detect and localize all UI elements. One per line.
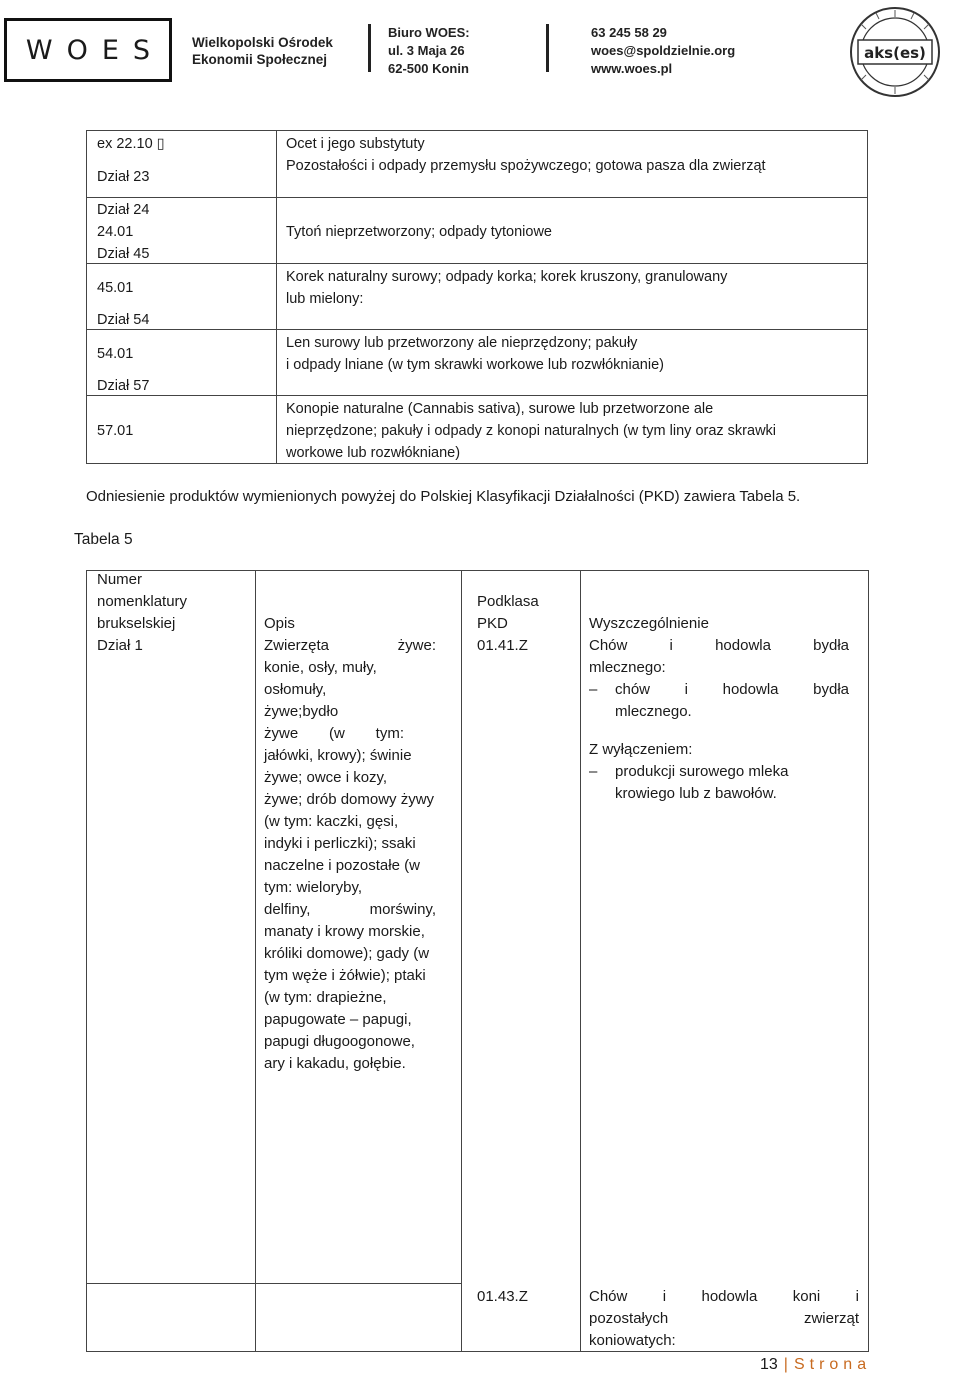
table-cell-description: workowe lub rozwłókniane) — [286, 445, 461, 461]
table-row-divider — [87, 395, 867, 396]
office-title: Biuro WOES: — [388, 25, 470, 40]
description-line: tym węże i żółwie); ptaki — [264, 967, 426, 984]
description-line: żywe (w tym: — [264, 725, 404, 742]
header-divider — [546, 24, 549, 72]
table-cell-description: Korek naturalny surowy; odpady korka; korek kruszony, granulowany — [286, 269, 728, 285]
header-divider — [368, 24, 371, 72]
table-row-divider — [87, 329, 867, 330]
exclusion-label: Z wyłączeniem: — [589, 741, 693, 758]
detail-line: – chów i hodowla bydła — [615, 681, 849, 698]
detail-line: pozostałych zwierząt — [589, 1310, 859, 1327]
table-cell-code: Dział 57 — [97, 378, 150, 394]
detail-line: mlecznego: — [589, 659, 666, 676]
detail-line: – produkcji surowego mleka — [615, 763, 789, 780]
woes-logo: WOES — [4, 18, 172, 82]
header-text: nomenklatury — [97, 593, 188, 610]
table-cell-description: Pozostałości i odpady przemysłu spożywczego; gotowa pasza dla zwierząt — [286, 158, 766, 174]
org-name-line1: Wielkopolski Ośrodek — [192, 35, 333, 50]
table-column-divider — [276, 131, 277, 463]
row-details — [589, 1286, 859, 1352]
detail-list-item — [589, 679, 849, 723]
table-cell-description: Ocet i jego substytuty — [286, 136, 425, 152]
footer-separator: | — [783, 1356, 788, 1373]
header-text: Numer — [97, 571, 143, 588]
table-row-divider — [87, 263, 867, 264]
header-nomenclature-number — [97, 569, 187, 635]
row-pkd-code: 01.43.Z — [477, 1288, 528, 1305]
akses-quality-seal-icon — [836, 4, 954, 100]
header-text: brukselskiej — [97, 615, 176, 632]
table-cell-code: Dział 24 — [97, 202, 150, 218]
description-line: papugi długoogonowe, — [264, 1033, 415, 1050]
row-details — [589, 635, 849, 805]
detail-line: Chów i hodowla bydła — [589, 637, 849, 654]
detail-line: mlecznego. — [615, 703, 692, 720]
row-code: Dział 1 — [97, 637, 143, 654]
row-pkd-code: 01.41.Z — [477, 637, 528, 654]
description-line: konie, osły, muły, — [264, 659, 377, 676]
table-column-divider — [461, 571, 462, 1351]
description-line: delfiny, morświny, — [264, 901, 436, 918]
website-address: www.woes.pl — [591, 61, 673, 76]
page-footer — [760, 1354, 871, 1376]
table-cell-code: Dział 45 — [97, 246, 150, 262]
exclusion-list-item — [589, 761, 849, 805]
description-line: Zwierzęta żywe: — [264, 637, 436, 654]
header-description: Opis — [264, 615, 295, 632]
page-label: Strona — [793, 1356, 872, 1373]
table-cell-description: i odpady lniane (w tym skrawki workowe lub rozwłóknianie) — [286, 357, 664, 373]
organization-name — [192, 34, 333, 68]
table-cell-description: Tytoń nieprzetworzony; odpady tytoniowe — [286, 224, 552, 240]
description-line: tym: wieloryby, — [264, 879, 363, 896]
description-line: ary i kakadu, gołębie. — [264, 1055, 406, 1072]
description-line: żywe; drób domowy żywy — [264, 791, 435, 808]
office-address — [388, 24, 470, 78]
table-cell-code: 54.01 — [97, 346, 134, 362]
description-line: żywe; owce i kozy, — [264, 769, 388, 786]
table-caption: Tabela 5 — [74, 531, 133, 548]
description-line: naczelne i pozostałe (w — [264, 857, 420, 874]
description-line: (w tym: drapieżne, — [264, 989, 387, 1006]
org-name-line2: Ekonomii Społecznej — [192, 52, 328, 67]
page-number: 13 — [760, 1356, 778, 1373]
office-street: ul. 3 Maja 26 — [388, 43, 465, 58]
description-line: manaty i krowy morskie, — [264, 923, 425, 940]
contact-info — [591, 24, 735, 78]
description-line: (w tym: kaczki, gęsi, — [264, 813, 399, 830]
detail-line: krowiego lub z bawołów. — [615, 785, 777, 802]
seal-center-text: aks(es) — [864, 44, 926, 62]
table-cell-code: Dział 54 — [97, 312, 150, 328]
table-cell-code: 45.01 — [97, 280, 134, 296]
table-cell-code: Dział 23 — [97, 169, 150, 185]
header-details: Wyszczególnienie — [589, 615, 709, 632]
table-cell-description: lub mielony: — [286, 291, 364, 307]
office-city: 62-500 Konin — [388, 61, 469, 76]
header-text: Podklasa — [477, 593, 539, 610]
pkd-mapping-table — [86, 570, 869, 1352]
description-line: osłomuły, — [264, 681, 327, 698]
phone-number: 63 245 58 29 — [591, 25, 667, 40]
table-row-divider — [87, 197, 867, 198]
description-line: jałówki, krowy); świnie — [264, 747, 412, 764]
header-pkd-subclass — [477, 591, 539, 635]
description-line: indyki i perliczki); ssaki — [264, 835, 416, 852]
description-line: króliki domowe); gady (w — [264, 945, 430, 962]
detail-line: Chów i hodowla koni i — [589, 1288, 859, 1305]
table-cell-description: Konopie naturalne (Cannabis sativa), surowe lub przetworzone ale — [286, 401, 714, 417]
table-cell-description: Len surowy lub przetworzony ale nieprzędzony; pakuły — [286, 335, 638, 351]
header-text: PKD — [477, 615, 508, 632]
table-cell-code: 57.01 — [97, 423, 134, 439]
row-description — [264, 635, 436, 1075]
table-column-divider — [255, 571, 256, 1351]
table-row-divider — [87, 1283, 461, 1284]
email-address: woes@spoldzielnie.org — [591, 43, 736, 58]
table-column-divider — [580, 571, 581, 1351]
table-cell-code: 24.01 — [97, 224, 134, 240]
table-cell-description: nieprzędzone; pakuły i odpady z konopi naturalnych (w tym liny oraz skrawki — [286, 423, 777, 439]
detail-line: koniowatych: — [589, 1332, 676, 1349]
product-codes-table — [86, 130, 868, 464]
table-cell-code: ex 22.10 ▯ — [97, 136, 165, 152]
description-line: żywe;bydło — [264, 703, 339, 720]
body-paragraph: Odniesienie produktów wymienionych powyżej do Polskiej Klasyfikacji Działalności (PKD) zawiera Tabela 5. — [86, 488, 801, 505]
description-line: papugowate – papugi, — [264, 1011, 412, 1028]
